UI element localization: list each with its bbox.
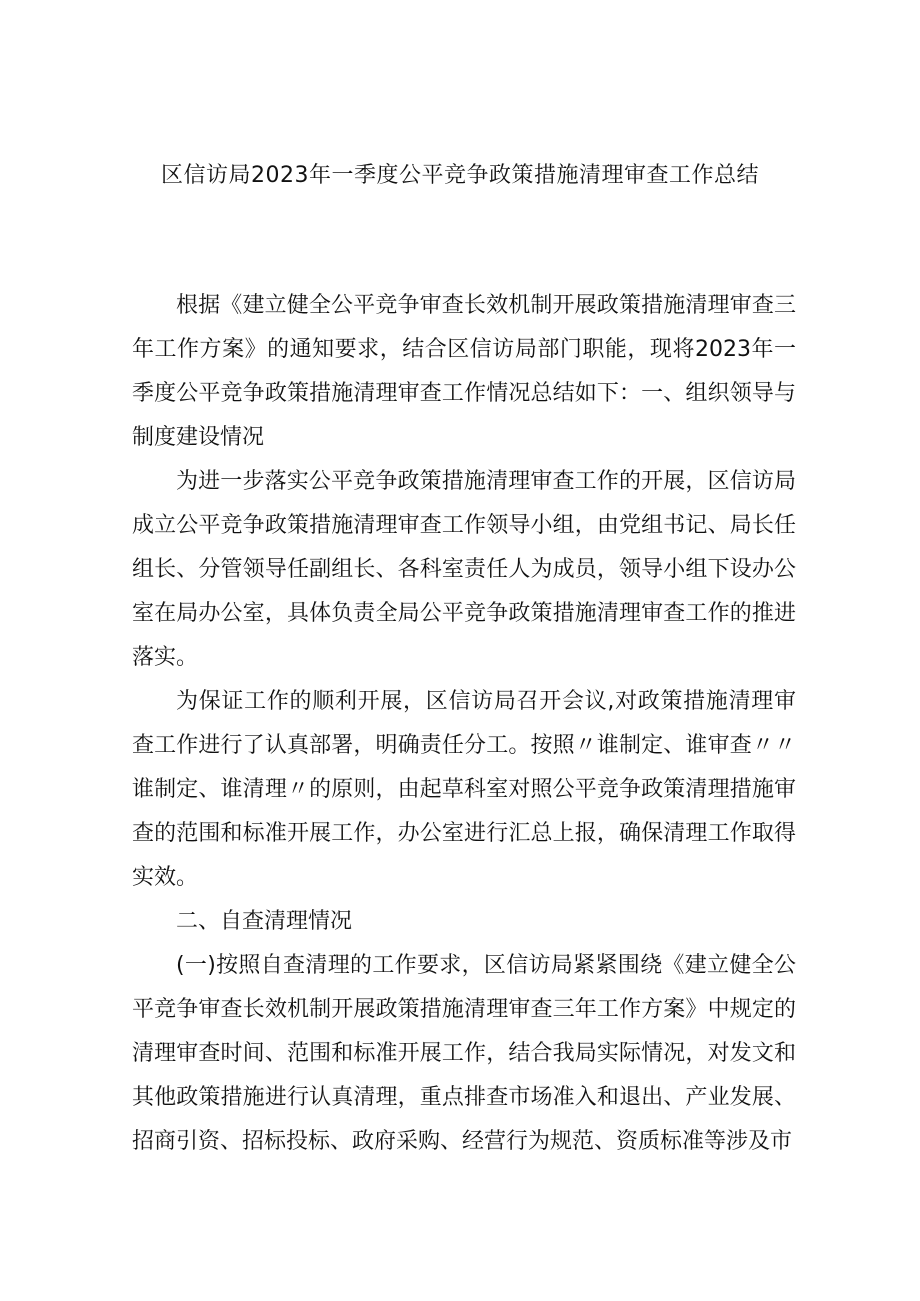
paragraph-leadership-group: 为进一步落实公平竞争政策措施清理审查工作的开展，区信访局成立公平竞争政策措施清理审查工作领导小组，由党组书记、局长任组长、分管领导任副组长、各科室责任人为成员，领导小组下设办公室在局办公室，具体负责全局公平竞争政策措施清理审查工作的推进落实。	[132, 469, 796, 670]
document-body	[132, 284, 796, 1164]
paragraph-basis: 根据《建立健全公平竞争审查长效机制开展政策措施清理审查三年工作方案》的通知要求，结合区信访局部门职能，现将2023年一季度公平竞争政策措施清理审查工作情况总结如下：一、组织领导与制度建设情况	[132, 293, 796, 450]
section-heading-self-check: 二、自查清理情况	[176, 909, 353, 934]
document-title: 区信访局2023年一季度公平竞争政策措施清理审查工作总结	[161, 163, 759, 188]
paragraph-work-deployment: 为保证工作的顺利开展，区信访局召开会议,对政策措施清理审查工作进行了认真部署，明确责任分工。按照〃谁制定、谁审查〃〃谁制定、谁清理〃的原则，由起草科室对照公平竞争政策清理措施审查的范围和标准开展工作，办公室进行汇总上报，确保清理工作取得实效。	[132, 689, 796, 890]
paragraph-self-check-requirements: (一)按照自查清理的工作要求，区信访局紧紧围绕《建立健全公平竞争审查长效机制开展政策措施清理审查三年工作方案》中规定的清理审查时间、范围和标准开展工作，结合我局实际情况，对发文和其他政策措施进行认真清理，重点排查市场准入和退出、产业发展、招商引资、招标投标、政府采购、经营行为规范、资质标准等涉及市	[132, 953, 796, 1154]
